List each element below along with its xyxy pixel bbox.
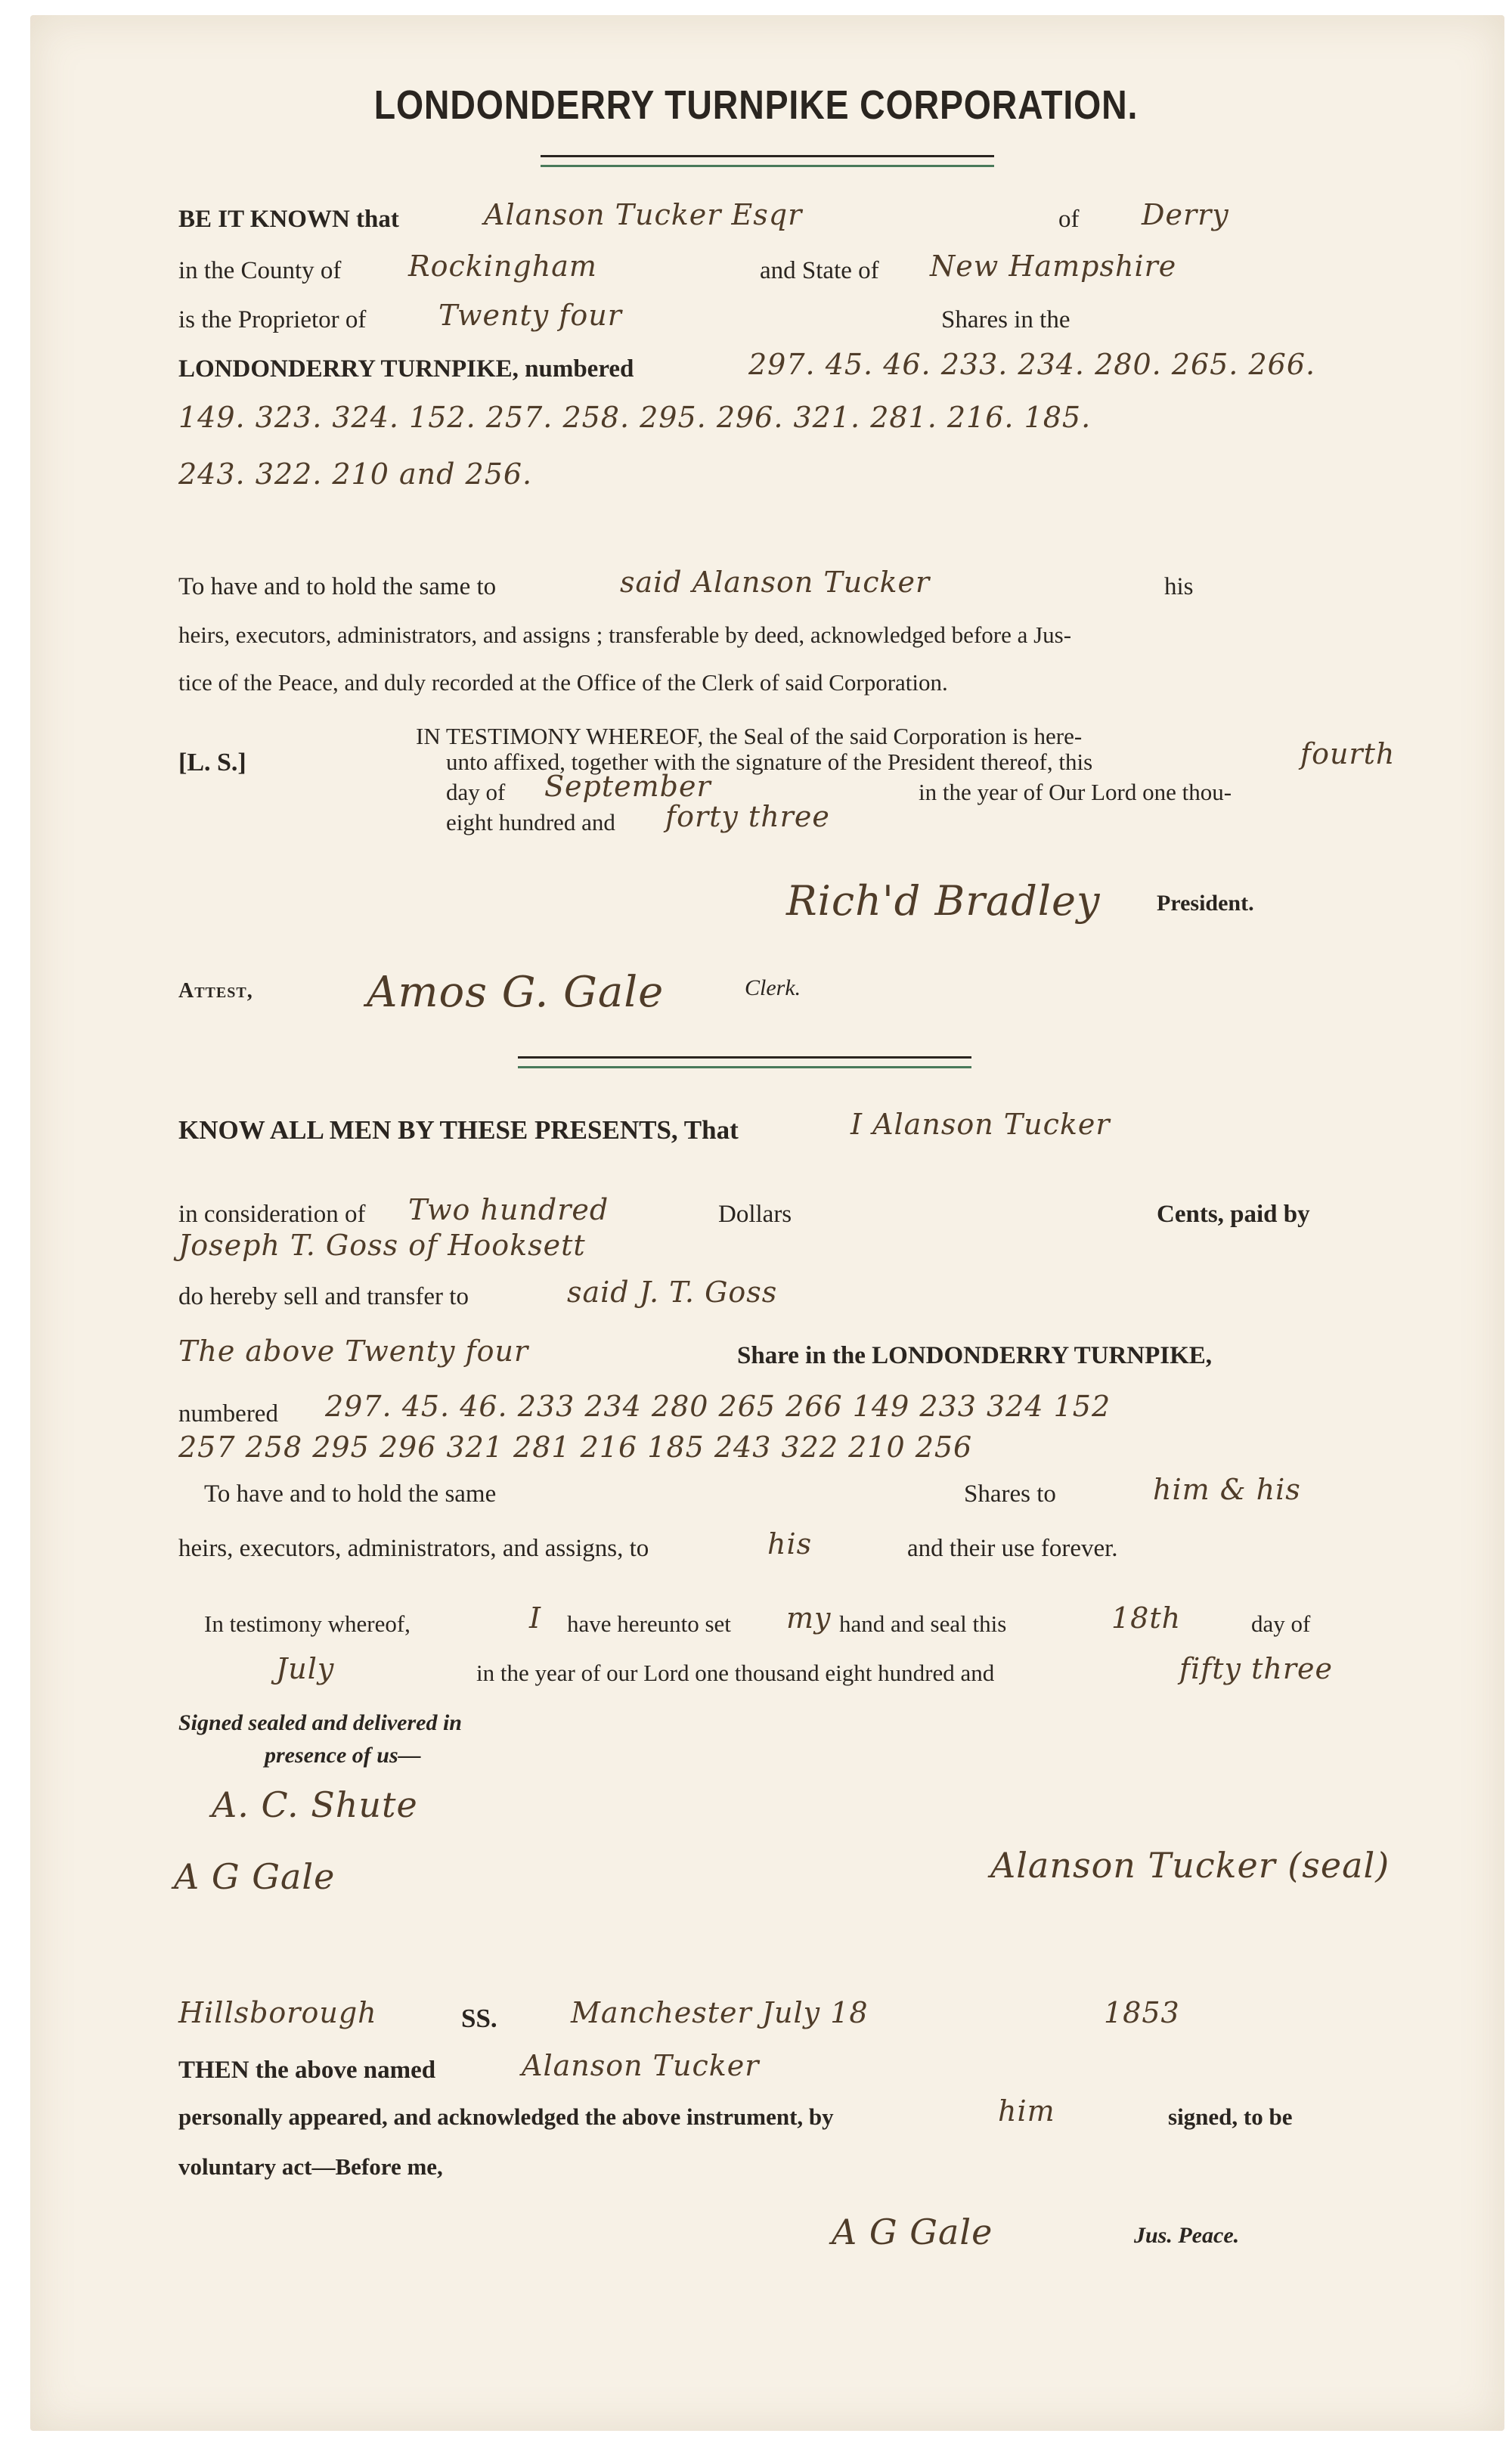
justice-signature: A G Gale [832,2212,993,2252]
ack-place-date: Manchester July 18 [571,1996,869,2029]
testimony-my: my [786,1601,832,1635]
hereunto-set-label: have hereunto set [567,1610,731,1637]
clerk-label: Clerk. [745,975,801,1000]
grantor-signature: Alanson Tucker (seal) [990,1845,1390,1886]
testimony-month: September [544,770,711,803]
county-value: Rockingham [408,250,597,283]
transfer-numbers-1: 297. 45. 46. 233 234 280 265 266 149 233 324 152 [325,1390,1111,1423]
clerk-signature: Amos G. Gale [367,968,665,1017]
proprietor-of-label: is the Proprietor of [178,306,367,333]
testimony-line-2: unto affixed, together with the signature of the President thereof, this [446,749,1093,775]
transfer-month: July [276,1652,335,1685]
share-in-turnpike-label: Share in the LONDONDERRY TURNPIKE, [737,1342,1213,1369]
justice-line: tice of the Peace, and duly recorded at the Office of the Clerk of said Corporation. [178,669,948,696]
year-of-our-lord-label: in the year of our Lord one thousand eight hundred and [476,1660,995,1686]
him-and-his: him & his [1153,1473,1301,1506]
section-rule-green [518,1066,971,1068]
heirs-line: heirs, executors, administrators, and assigns ; transferable by deed, acknowledged before a Jus- [178,622,1072,648]
president-label: President. [1157,891,1254,916]
witness-1-signature: A. C. Shute [212,1784,418,1825]
day-of-label: day of [446,779,506,805]
testimony-year: forty three [665,800,830,833]
transfer-day: 18th [1111,1601,1182,1635]
signed-to-be-label: signed, to be [1168,2103,1293,2130]
cents-paid-label: Cents, paid by [1157,1201,1310,1228]
transfer-habendum-label: To have and to hold the same [204,1480,497,1508]
then-named-label: THEN the above named [178,2057,436,2084]
transfer-share-count: The above Twenty four [178,1334,529,1368]
state-value: New Hampshire [930,250,1177,283]
use-forever-label: and their use forever. [907,1535,1118,1562]
be-it-known-label: BE IT KNOWN that [178,206,399,233]
justice-label: Jus. Peace. [1134,2223,1240,2248]
ack-county: Hillsborough [178,1996,377,2029]
day-of-label-2: day of [1251,1610,1311,1637]
title-rule [541,155,994,157]
know-all-men-label: KNOW ALL MEN BY THESE PRESENTS, That [178,1115,739,1145]
sell-transfer-label: do hereby sell and transfer to [178,1283,469,1310]
shares-to-label: Shares to [964,1480,1056,1508]
consideration-amount: Two hundred [408,1193,609,1226]
document-title: LONDONDERRY TURNPIKE CORPORATION. [373,82,1139,128]
section-rule [518,1056,971,1059]
testimony-day: fourth [1300,737,1396,770]
transfer-numbers-2: 257 258 295 296 321 281 216 185 243 322 210 256 [178,1431,973,1464]
transfer-his: his [767,1527,813,1561]
ack-year: 1853 [1104,1996,1180,2029]
habendum-name: said Alanson Tucker [620,566,931,599]
consideration-label: in consideration of [178,1201,366,1228]
grantor-name: I Alanson Tucker [850,1108,1111,1141]
testimony-i: I [529,1601,542,1635]
attest-label: Attest, [178,979,253,1003]
voluntary-act-label: voluntary act—Before me, [178,2153,443,2180]
transfer-heirs-label: heirs, executors, administrators, and assigns, to [178,1535,649,1562]
proprietor-town: Derry [1142,198,1229,231]
payer-name: Joseph T. Goss of Hooksett [178,1229,586,1262]
president-signature: Rich'd Bradley [786,877,1101,925]
his-label: his [1164,573,1194,600]
ack-name: Alanson Tucker [522,2049,760,2082]
proprietor-name: Alanson Tucker Esqr [484,198,803,231]
year-of-lord-label: in the year of Our Lord one thou- [919,779,1232,805]
of-label: of [1058,206,1080,233]
share-numbers-3: 243. 322. 210 and 256. [178,457,533,491]
hand-and-seal-label: hand and seal this [839,1610,1007,1637]
seal-mark: [L. S.] [178,749,246,777]
testimony-whereof-label: In testimony whereof, [204,1610,411,1637]
title-rule-green [541,165,994,167]
turnpike-numbered-label: LONDONDERRY TURNPIKE, numbered [178,355,634,383]
ss-label: SS. [461,2004,497,2033]
shares-in-label: Shares in the [941,306,1070,333]
county-label: in the County of [178,257,342,284]
share-numbers-2: 149. 323. 324. 152. 257. 258. 295. 296. 321. 281. 216. 185. [178,401,1092,434]
eight-hundred-label: eight hundred and [446,809,615,835]
testimony-line-1: IN TESTIMONY WHEREOF, the Seal of the said Corporation is here- [416,723,1083,749]
grantee-name: said J. T. Goss [567,1276,778,1309]
personally-appeared-label: personally appeared, and acknowledged the above instrument, by [178,2103,834,2130]
presence-of-us-label: presence of us— [265,1743,421,1768]
dollars-label: Dollars [718,1201,792,1228]
share-count: Twenty four [438,299,622,332]
habendum-label: To have and to hold the same to [178,573,497,600]
transfer-year: fifty three [1179,1652,1333,1685]
share-numbers-1: 297. 45. 46. 233. 234. 280. 265. 266. [748,348,1316,381]
signed-sealed-label: Signed sealed and delivered in [178,1710,462,1735]
ack-him: him [998,2094,1055,2128]
witness-2-signature: A G Gale [174,1856,336,1897]
state-label: and State of [760,257,879,284]
numbered-label: numbered [178,1400,278,1427]
